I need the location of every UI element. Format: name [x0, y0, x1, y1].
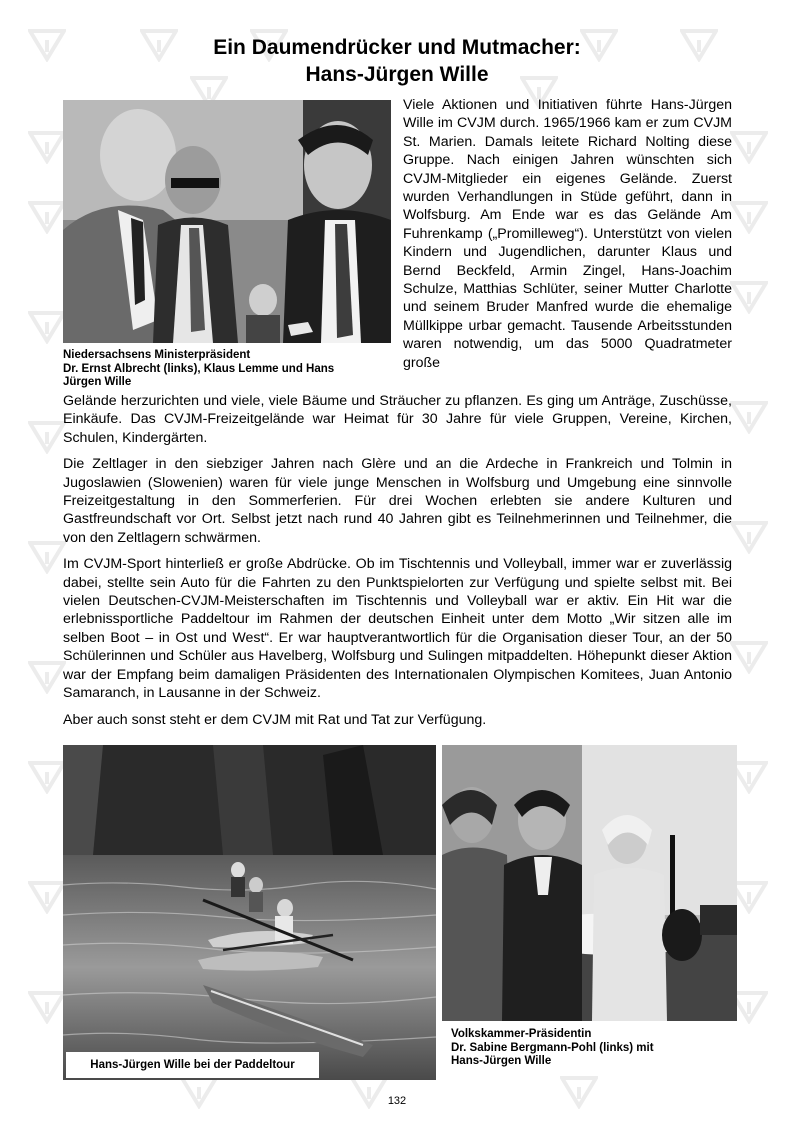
- watermark-triangle-icon: [730, 400, 768, 434]
- watermark-triangle-icon: [730, 520, 768, 554]
- photo-volkskammer-image: [442, 745, 737, 1021]
- caption-line: Volkskammer-Präsidentin: [451, 1028, 592, 1040]
- photo-ministerpraesident: [63, 100, 391, 343]
- photo-volkskammer: [442, 745, 737, 1021]
- watermark-triangle-icon: [28, 420, 66, 454]
- photo-paddeltour-image: [63, 745, 436, 1080]
- paragraph: Aber auch sonst steht er dem CVJM mit Rat und Tat zur Verfügung.: [63, 711, 487, 728]
- caption-line: Dr. Ernst Albrecht (links), Klaus Lemme und Hans: [63, 362, 335, 375]
- photo-ministerpraesident-caption: [63, 349, 334, 390]
- caption-line: Niedersachsens Ministerpräsident: [63, 349, 251, 361]
- watermark-triangle-icon: [730, 200, 768, 234]
- watermark-triangle-icon: [28, 880, 66, 914]
- paragraph: Die Zeltlager in den siebziger Jahren nach Glère und an die Ardeche in Frankreich und Tolmin in Jugoslawien (Slowenien) waren für viele junge Menschen in Wolfsburg und Umgebung eine sinnvolle Freizeitgestaltung in den Sommerferien. Für drei Wochen erlebten sie andere Kulturen und Gastfreundschaft vor Ort. Selbst jetzt nach rund 40 Jahren gibt es Teilnehmerinnen und Teilnehmer, die von den Zeltlagern schwärmen.: [63, 456, 732, 546]
- watermark-triangle-icon: [28, 990, 66, 1024]
- photo-volkskammer-caption: [451, 1028, 654, 1069]
- watermark-triangle-icon: [28, 310, 66, 344]
- title-line-2: Hans-Jürgen Wille: [305, 63, 489, 86]
- watermark-triangle-icon: [730, 280, 768, 314]
- watermark-triangle-icon: [28, 760, 66, 794]
- paragraph: Gelände herzurichten und viele, viele Bäume und Sträucher zu pflanzen. Es ging um Anträge, Zuschüsse, Einkäufe. Das CVJM-Freizeitgelände war Heimat für 30 Jahre für viele Gruppen, Vereine, Kirchen, Schulen, Kindergärten.: [63, 393, 732, 446]
- watermark-triangle-icon: [730, 640, 768, 674]
- watermark-triangle-icon: [28, 540, 66, 574]
- watermark-triangle-icon: [28, 200, 66, 234]
- photo-ministerpraesident-image: [63, 100, 391, 343]
- title-line-1: Ein Daumendrücker und Mutmacher:: [213, 36, 581, 59]
- photo-paddeltour-caption: Hans-Jürgen Wille bei der Paddeltour: [66, 1052, 319, 1078]
- page-title: [0, 34, 794, 88]
- caption-line: Dr. Sabine Bergmann-Pohl (links) mit: [451, 1041, 654, 1054]
- watermark-triangle-icon: [28, 130, 66, 164]
- caption-line: Jürgen Wille: [63, 376, 132, 388]
- caption-line: Hans-Jürgen Wille: [451, 1055, 552, 1067]
- watermark-triangle-icon: [730, 130, 768, 164]
- watermark-triangle-icon: [28, 660, 66, 694]
- paragraph: Im CVJM-Sport hinterließ er große Abdrücke. Ob im Tischtennis und Volleyball, immer war er zuverlässig dabei, stellte sein Auto für die Fahrten zu den Punktspielorten zur Verfügung und spielte selbst mit. Bei vielen Deutschen-CVJM-Meisterschaften im Tischtennis und Volleyball war er aktiv. Ein Hit war die erlebnissportliche Paddeltour im Rahmen der deutschen Einheit unter dem Motto „Wir sitzen alle im selben Boot – in Ost und West“. Er war hauptverantwortlich für die Organisation dieser Tour, an der 50 Schülerinnen und Schüler aus Havelberg, Wolfsburg und Sulingen mitpaddelten. Höhepunkt dieser Aktion war der Empfang beim damaligen Präsidenten des Internationalen Olympischen Komitees, Juan Antonio Samaranch, in Lausanne in der Schweiz.: [63, 556, 732, 702]
- photo-paddeltour: [63, 745, 436, 1080]
- intro-paragraph: Viele Aktionen und Initiativen führte Hans-Jürgen Wille im CVJM durch. 1965/1966 kam er zum CVJM St. Marien. Damals leitete Richard Nolting diese Gruppe. Nach einigen Jahren wünschten sich CVJM-Mitglieder ein eigenes Gelände. Zuerst wurden Verhandlungen in Stüde geführt, dann in Wolfsburg. Am Ende war es das Gelände Am Fuhrenkamp („Promilleweg“). Unterstützt von vielen Kindern und Jugendlichen, darunter Klaus und Bernd Beckfeld, Armin Zingel, Hans-Joachim Schulze, Matthias Schlüter, seiner Mutter Charlotte und seinem Bruder Manfred wurde die ehemalige Müllkippe urbar gemacht. Tausende Arbeitsstunden waren notwendig, um das 5000 Quadratmeter große: [403, 97, 732, 371]
- page-number: 132: [387, 1095, 407, 1107]
- article-body: [63, 392, 732, 737]
